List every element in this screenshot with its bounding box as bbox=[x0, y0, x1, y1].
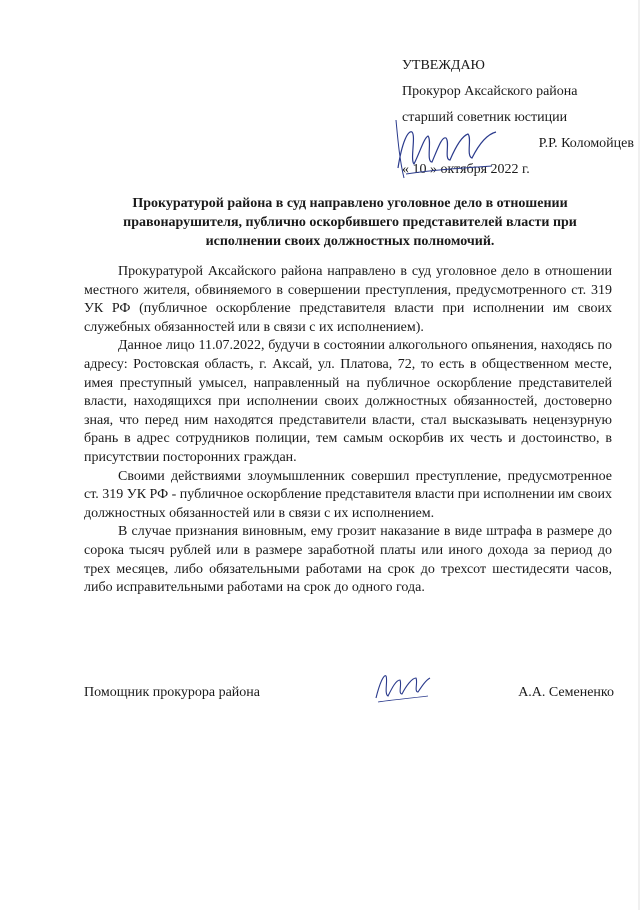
paragraph: Данное лицо 11.07.2022, будучи в состоянии алкогольного опьянения, находясь по адресу: Ростовская область, г. Аксай, ул. Платова, 72, то есть в общественном месте, имея преступный умысел, направленный на публичное оскорбление представителей власти, находящихся при исполнении своих должностных обязанностей, достоверно зная, что перед ним находятся представители власти, стал высказывать нецензурную брань в адрес сотрудников полиции, тем самым оскорбив их честь и достоинство, в присутствии посторонних граждан. bbox=[84, 338, 612, 465]
approval-title: УТВЕЖДАЮ bbox=[402, 58, 485, 73]
approval-name: Р.Р. Коломойцев bbox=[538, 136, 634, 151]
prosecutor-signature-icon bbox=[392, 112, 502, 182]
signer-name: А.А. Семененко bbox=[518, 685, 614, 700]
paragraph: Прокуратурой Аксайского района направлено в суд уголовное дело в отношении местного жителя, обвиняемого в совершении преступления, предусмотренного ст. 319 УК РФ (публичное оскорбление представителя власти при исполнении им своих служебных обязанностей или в связи с их исполнением). bbox=[84, 264, 612, 335]
approval-position-line2: старший советник юстиции bbox=[402, 110, 568, 125]
assistant-signature-icon bbox=[372, 668, 432, 708]
paragraph: Своими действиями злоумышленник совершил преступление, предусмотренное ст. 319 УК РФ - публичное оскорбление представителя власти при исполнении им своих должностных обязанностей или в связи с их исполнением. bbox=[84, 468, 613, 521]
approval-position-line1: Прокурор Аксайского района bbox=[402, 84, 578, 99]
document-heading: Прокуратурой района в суд направлено уголовное дело в отношении правонарушителя, публично оскорбившего представителей власти при исполнении своих должностных полномочий. bbox=[123, 196, 577, 249]
document-body bbox=[84, 263, 612, 598]
signer-position: Помощник прокурора района bbox=[84, 685, 260, 700]
paragraph: В случае признания виновным, ему грозит наказание в виде штрафа в размере до сорока тысяч рублей или в размере заработной платы или иного дохода за период до трех месяцев, либо обязательными работами на срок до трехсот шестидесяти часов, либо исправительными работами на срок до одного года. bbox=[84, 524, 612, 596]
approval-date: « 10 » октября 2022 г. bbox=[402, 162, 530, 177]
